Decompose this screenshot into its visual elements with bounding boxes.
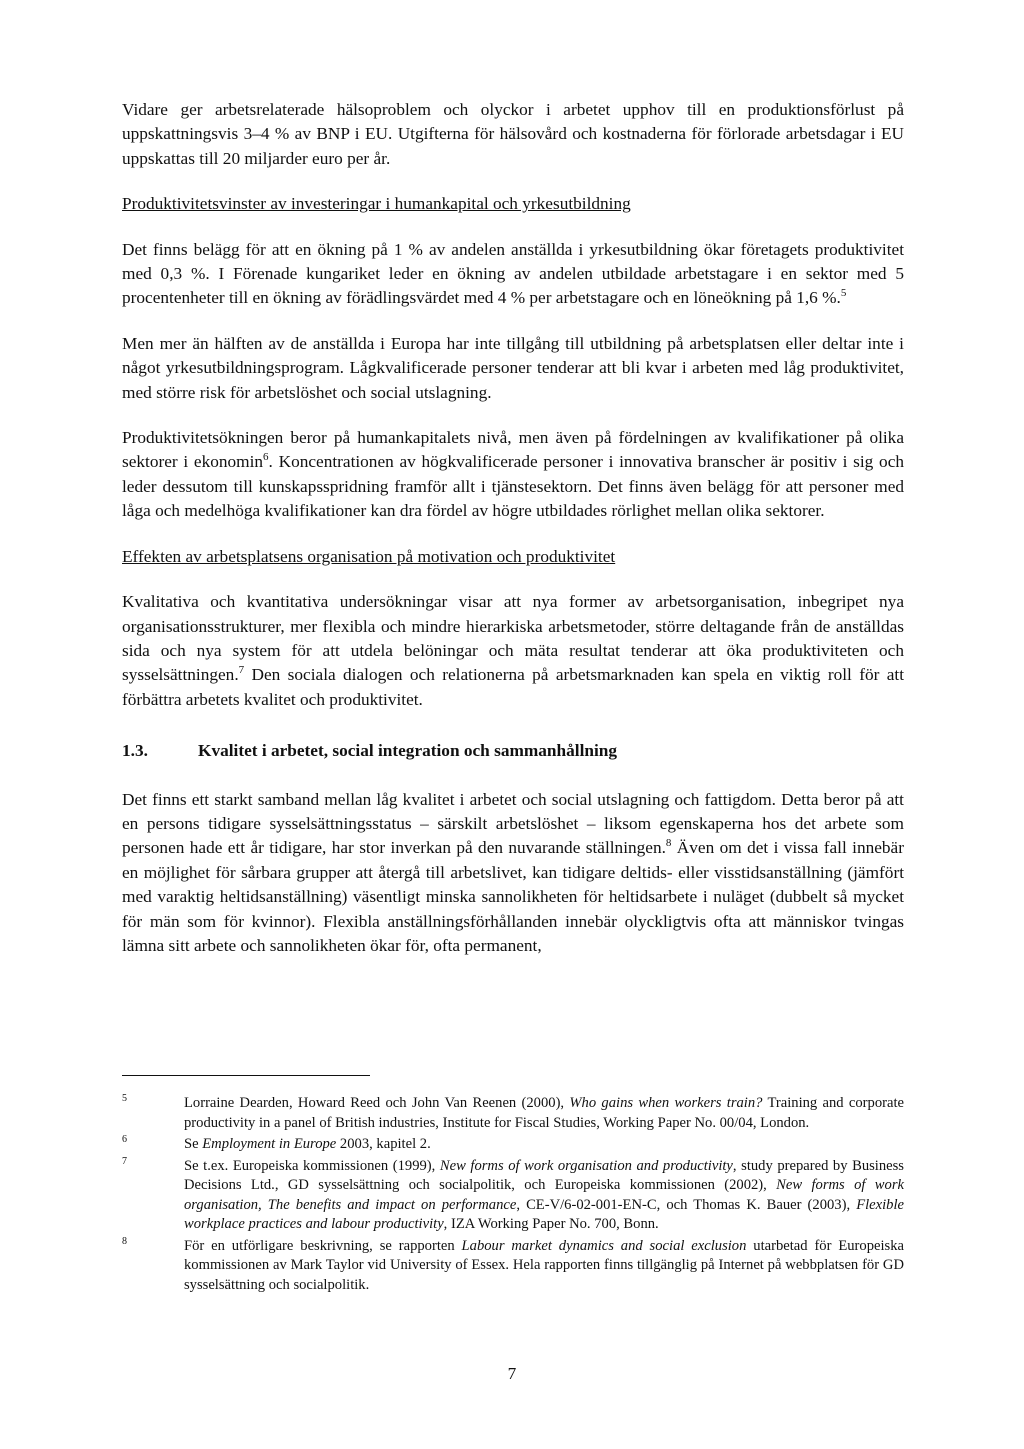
paragraph-training-productivity [122,238,904,311]
footnote-text: Se Employment in Europe 2003, kapitel 2. [184,1136,431,1152]
footnote-text: Se t.ex. Europeiska kommissionen (1999), New forms of work organisation and productivity, study prepared by Business Decisions Ltd., GD sysselsättning och socialpolitik, och Europeiska kommissionen (2002), New forms of work organisation, The benefits and impact on performance, CE-V/6-02-001-EN-C, och Thomas K. Bauer (2003), Flexible workplace practices and labour productivity, IZA Working Paper No. 700, Bonn. [184,1157,905,1232]
paragraph-text: Produktivitetsökningen beror på humankapitalets nivå, men även på fördelningen av kvalifikationer på olika sektorer i ekonomin [122,428,904,472]
footnote [122,1157,904,1235]
footnote-text: Lorraine Dearden, Howard Reed och John Van Reenen (2000), Who gains when workers train? Training and corporate productivity in a panel of British industries, Institute for Fiscal Studies, Working Paper No. 00/04, London. [184,1095,904,1131]
paragraph-text: Den sociala dialogen och relationerna på arbetsmarknaden kan spela en viktig roll för att förbättra arbetets kvalitet och produktivitet. [122,665,904,709]
paragraph-work-organisation [122,590,904,712]
footnote [122,1135,904,1155]
footnote-number: 5 [122,1093,127,1104]
footnote [122,1094,904,1133]
footnote-reference: 6 [263,451,269,464]
footnote-reference: 7 [238,664,245,677]
paragraph-text: . Koncentrationen av högkvalificerade personer i innovativa branscher är positiv i sig och leder dessutom till kunskapsspridning framför allt i tjänstesektorn. Det finns även belägg för att personer med låga och medelhöga kvalifikationer kan dra fördel av högre utbildades rörlighet mellan olika sektorer. [122,452,905,521]
paragraph-text: Kvalitativa och kvantitativa undersökningar visar att nya former av arbetsorganisation, inbegripet nya organisationsstrukturer, mer flexibla och mindre hierarkiska arbetsmetoder, större deltagande från de anställdas sida och nya system för att utdela belöningar och mäta resultat tenderar att öka produktiviteten och sysselsättningen. [122,592,904,685]
footnote-number: 8 [122,1235,127,1247]
paragraph-text: Även om det i vissa fall innebär en möjlighet för sårbara grupper att återgå till arbetslivet, kan tidigare deltids- eller visstidsanställning (jämfört med varaktig heltidsanställning) väsentligt minska sannolikheten för heltidsarbete i nuläget (dubbelt så mycket för män som för kvinnor). Flexibla anställningsförhållanden innebär olyckligtvis ofta att människor tvingas lämna sitt arbete och sannolikheten ökar för, ofta permanent, [122,838,904,955]
footnote [122,1237,904,1296]
footnote-number: 6 [122,1134,127,1145]
paragraph-health-costs: Vidare ger arbetsrelaterade hälsoproblem och olyckor i arbetet upphov till en produktionsförlust på uppskattningsvis 3–4 % av BNP i EU. Utgifterna för hälsovård och kostnaderna för förlorade arbetsdagar i EU uppskattas till 20 miljarder euro per år. [122,100,904,168]
paragraph-access-to-training: Men mer än hälften av de anställda i Europa har inte tillgång till utbildning på arbetsplatsen eller deltar inte i något yrkesutbildningsprogram. Lågkvalificerade personer tenderar att bli kvar i arbeten med låg produktivitet, med större risk för arbetslöshet och social utslagning. [122,333,904,402]
page-number: 7 [507,1364,517,1383]
paragraph-text: Det finns ett starkt samband mellan låg kvalitet i arbetet och social utslagning och fattigdom. Detta beror på att en persons tidigare sysselsättningsstatus – särskilt arbetslöshet – liksom egenskaperna hos det arbete som personen hade ett år tidigare, har stor inverkan på den nuvarande ställningen. [122,789,904,858]
footnote-text: För en utförligare beskrivning, se rapporten Labour market dynamics and social exclusion utarbetad för Europeiska kommissionen av Mark Taylor vid University of Essex. Hela rapporten finns tillgänglig på Internet på webbplatsen för GD sysselsättning och socialpolitik. [184,1237,904,1293]
section-title: Kvalitet i arbetet, social integration och sammanhållning [198,741,618,761]
paragraph-text: Det finns belägg för att en ökning på 1 % av andelen anställda i yrkesutbildning ökar företagets produktivitet med 0,3 %. I Förenade kungariket leder en ökning av andelen utbildade arbetstagare i en sektor med 5 procentenheter till en ökning av förädlingsvärdet med 4 % per arbetstagare och en löneökning på 1,6 %. [122,239,904,308]
paragraph-productivity-growth [122,426,904,524]
subheading-human-capital: Produktivitetsvinster av investeringar i humankapital och yrkesutbildning [122,194,631,214]
subheading-workplace-organisation: Effekten av arbetsplatsens organisation på motivation och produktivitet [122,546,616,566]
section-heading [122,739,904,763]
section-number: 1.3. [122,741,148,761]
paragraph-social-exclusion [122,788,904,959]
footnotes [122,1094,904,1297]
footnote-number: 7 [122,1155,127,1167]
footnote-reference: 8 [665,837,672,850]
footnote-reference: 5 [840,287,847,300]
main-text [122,98,904,958]
footnote-separator [122,1075,370,1076]
